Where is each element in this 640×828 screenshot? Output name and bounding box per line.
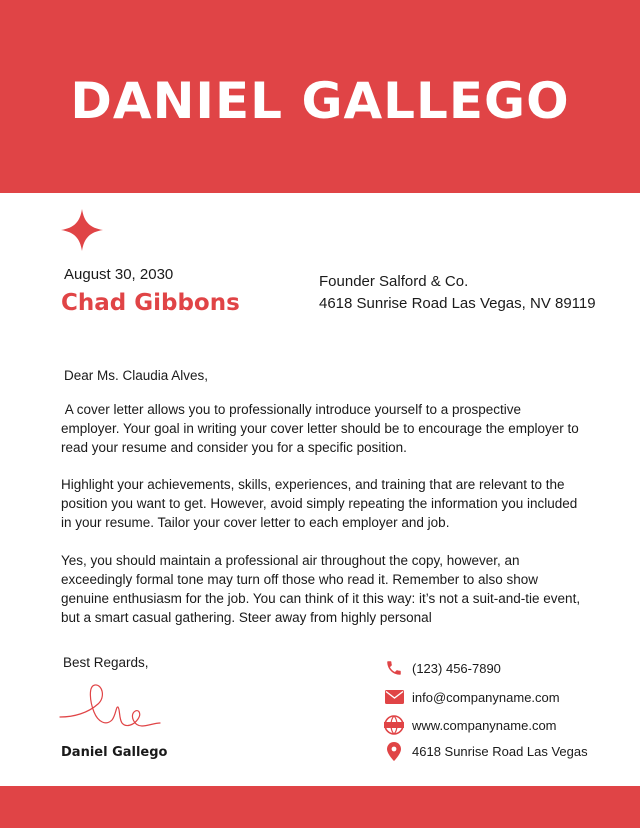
phone-icon (384, 658, 404, 678)
website-url: www.companyname.com (412, 717, 557, 733)
location-address: 4618 Sunrise Road Las Vegas (412, 743, 588, 759)
handwritten-signature (58, 680, 162, 738)
map-pin-icon (384, 741, 404, 761)
signer-name: Daniel Gallego (61, 745, 168, 760)
body-paragraph-3: Yes, you should maintain a professional air throughout the copy, however, an exceedingly formal tone may turn off those who read it. Remember to also show genuine enthusiasm for the job. You can think of it this way: it’s not a suit-and-tie event, but a smart casual gathering. Steer away from highly personal (61, 553, 581, 625)
contact-phone (384, 657, 501, 679)
four-point-star-icon (61, 209, 103, 251)
phone-number: (123) 456-7890 (412, 660, 501, 676)
closing-line: Best Regards, (63, 655, 149, 670)
header-banner (0, 0, 640, 193)
recipient-name: Chad Gibbons (61, 290, 240, 316)
globe-www-icon (384, 715, 404, 735)
company-address: 4618 Sunrise Road Las Vegas, NV 89119 (319, 295, 596, 312)
recipient-company-block (319, 271, 596, 315)
mail-icon (384, 687, 404, 707)
contact-email (384, 686, 560, 708)
body-paragraph-2: Highlight your achievements, skills, experiences, and training that are relevant to the position you want to get. However, avoid simply repeating the information you included in your resume. Tailor your cover letter to each employer and job. (61, 477, 578, 530)
contact-website (384, 714, 557, 736)
footer-band (0, 786, 640, 828)
email-address: info@companyname.com (412, 689, 560, 705)
salutation: Dear Ms. Claudia Alves, (64, 368, 209, 383)
letter-date: August 30, 2030 (64, 266, 174, 283)
contact-location (384, 740, 588, 762)
company-name: Founder Salford & Co. (319, 273, 469, 290)
applicant-name-heading: DANIEL GALLEGO (70, 71, 570, 130)
body-paragraph-1: A cover letter allows you to professionally introduce yourself to a prospective employer. Your goal in writing your cover letter should be to encourage the employer to read your resume and consider you for a specific position. (61, 402, 583, 455)
